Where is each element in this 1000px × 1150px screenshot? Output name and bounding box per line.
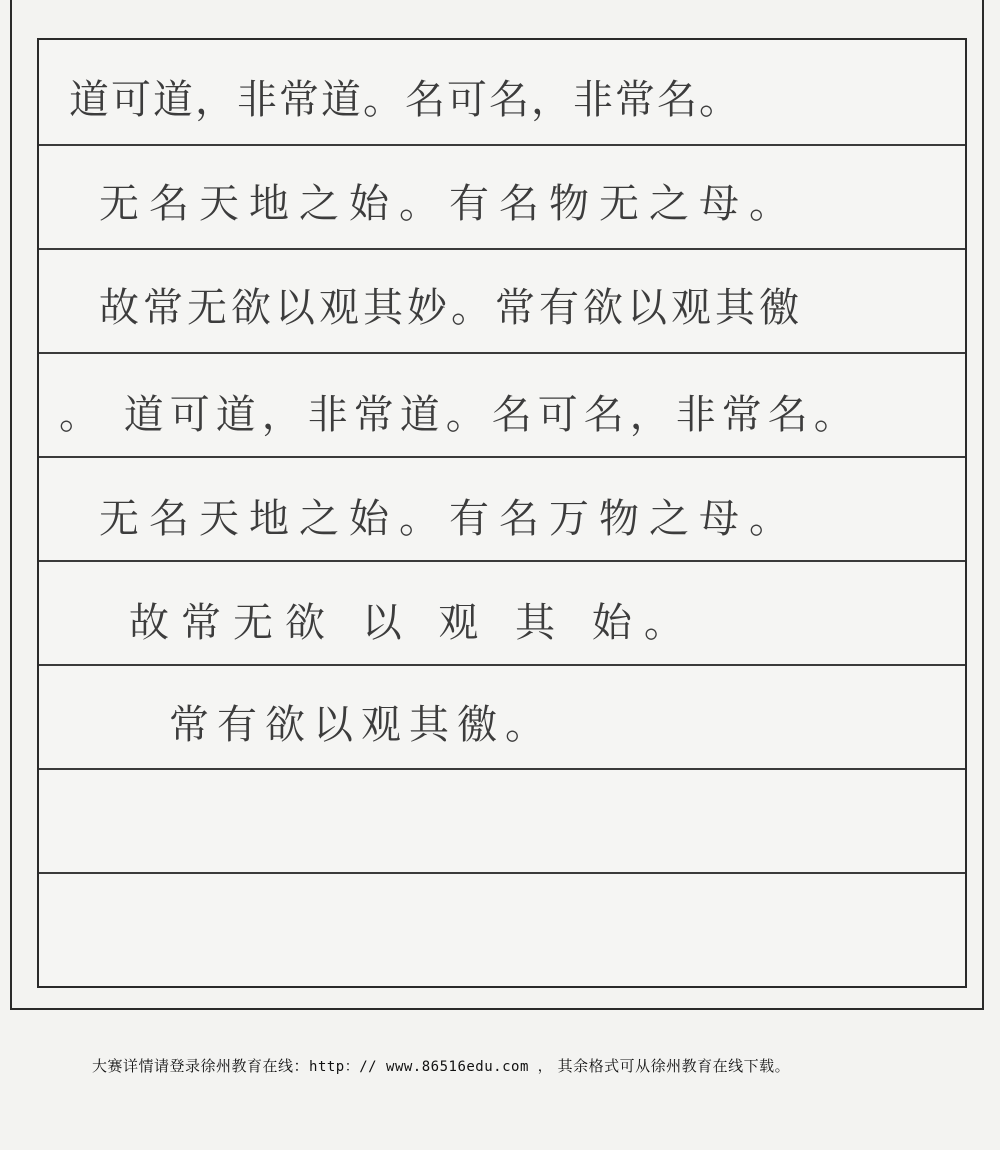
handwriting-line-6: 故常无欲 以 观 其 始。 [129,600,696,646]
handwriting-line-4: 。 道可道，非常道。名可名，非常名。 [59,392,860,438]
rule-line [39,664,965,666]
handwriting-line-2: 无名天地之始。有名物无之母。 [99,181,799,227]
rule-line [39,248,965,250]
rule-line [39,144,965,146]
handwriting-line-3: 故常无欲以观其妙。常有欲以观其徼 [99,285,803,331]
rule-line [39,560,965,562]
ruled-writing-sheet [37,38,967,988]
footer-prefix: 大赛详情请登录徐州教育在线： [92,1057,310,1075]
footer-suffix: 其余格式可从徐州教育在线下载。 [552,1057,791,1075]
rule-line [39,768,965,770]
handwriting-line-7: 常有欲以观其徼。 [169,702,553,748]
footer-url: http：// www.86516edu.com ， [309,1059,553,1075]
handwriting-line-5: 无名天地之始。有名万物之母。 [99,496,799,542]
rule-line [39,872,965,874]
footer-note [92,1055,790,1076]
rule-line [39,456,965,458]
handwriting-line-1: 道可道，非常道。名可名，非常名。 [69,77,741,123]
rule-line [39,352,965,354]
